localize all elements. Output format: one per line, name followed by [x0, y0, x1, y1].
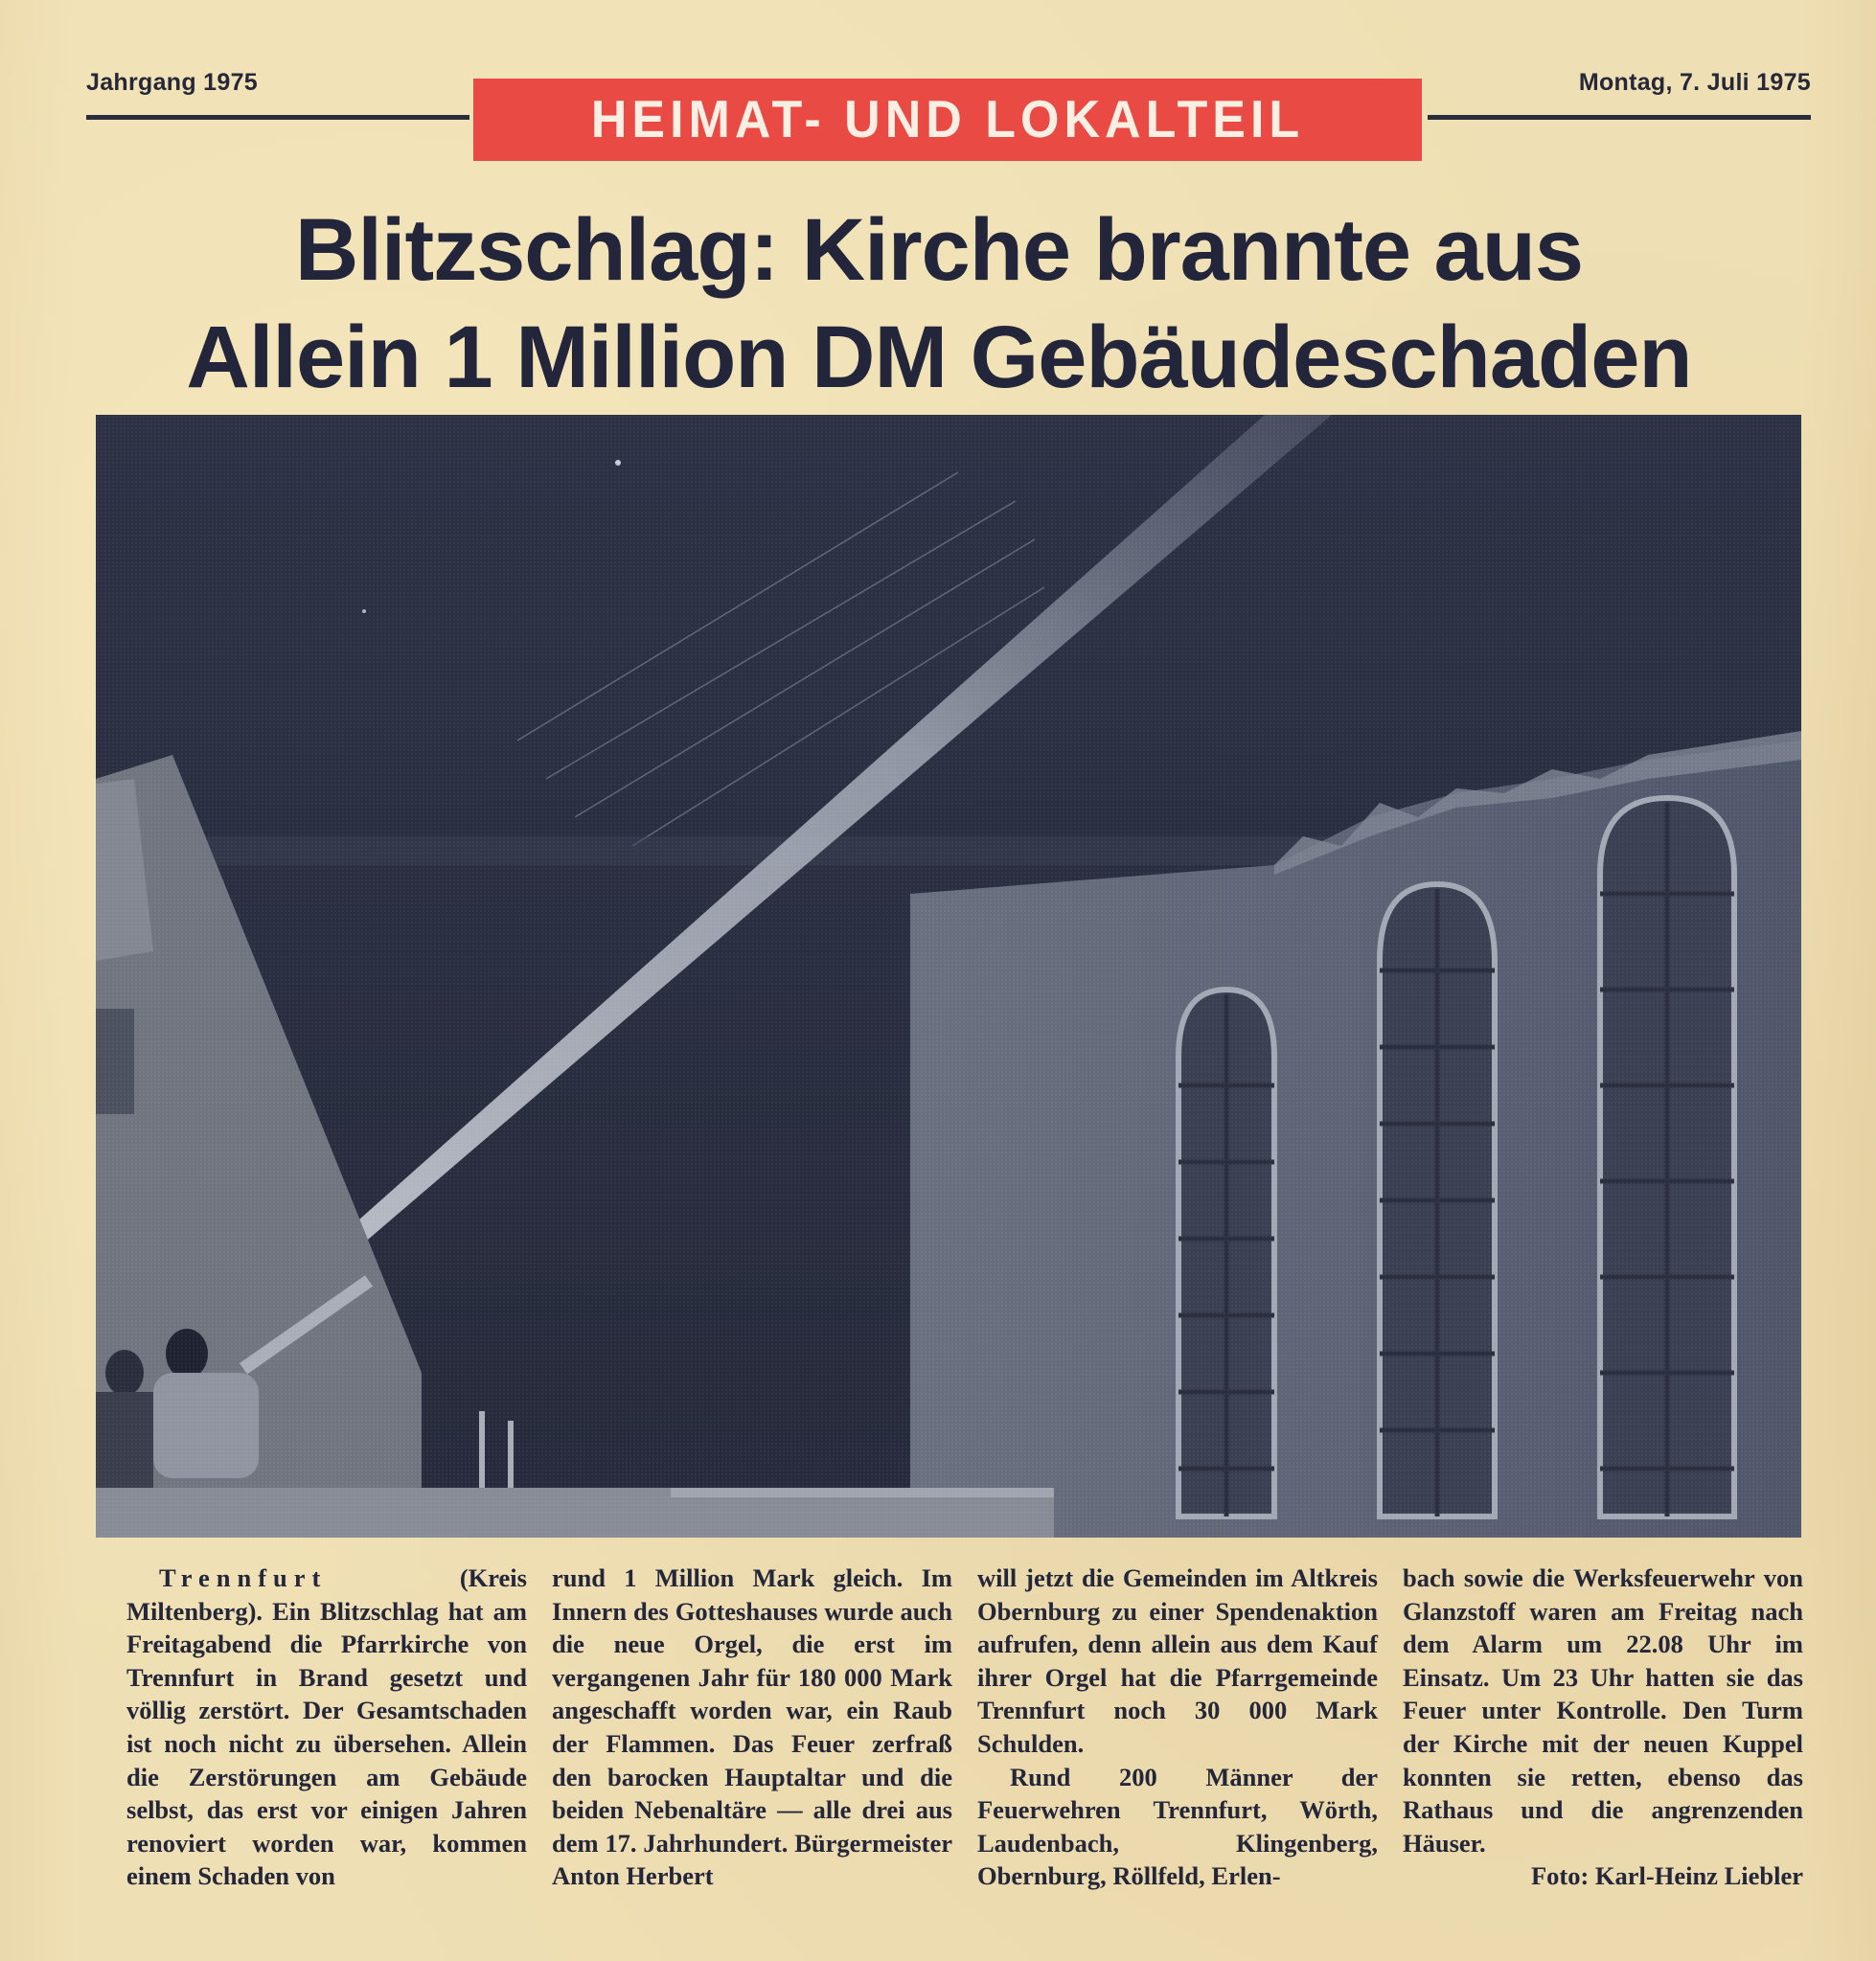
- headline-line-1: Blitzschlag: Kirche brannte aus: [294, 201, 1584, 299]
- section-title: HEIMAT- UND LOKALTEIL: [590, 90, 1305, 149]
- photo-credit: Foto: Karl-Heinz Liebler: [1530, 1861, 1803, 1891]
- burned-church-photo-illustration: [96, 415, 1801, 1538]
- article-paragraph: [126, 1562, 527, 1893]
- article-paragraph: bach sowie die Werksfeuerwehr von Glanzstoff waren am Freitag nach dem Alarm um 22.08 Uhr im Einsatz. Um 23 Uhr hatten sie das Feuer unter Kontrolle. Den Turm der Kirche mit der neuen Kuppel konnten sie retten, ebenso das Rathaus und die angrenzenden Häuser.: [1403, 1563, 1803, 1858]
- paragraph-text: (Kreis Miltenberg). Ein Blitzschlag hat am Freitagabend die Pfarrkirche von Trennfurt in Brand gesetzt und völlig zerstört. Der Gesamtschaden ist noch nicht zu übersehen. Allein die Zerstörungen am Gebäude selbst, das erst vor einigen Jahren renoviert worden war, kommen einem Schaden von: [126, 1563, 527, 1891]
- masthead-rule-left: [86, 115, 469, 120]
- issue-date: Montag, 7. Juli 1975: [1578, 69, 1811, 96]
- news-photo: [96, 415, 1801, 1538]
- article-paragraph: rund 1 Million Mark gleich. Im Innern des Gotteshauses wurde auch die neue Orgel, die erst im vergangenen Jahr für 180 000 Mark angeschafft worden war, ein Raub der Flammen. Das Feuer zerfraß den barocken Hauptaltar und die beiden Nebenaltäre — alle drei aus dem 17. Jahrhundert. Bürgermeister Anton Herbert: [552, 1563, 952, 1891]
- article-body: [126, 1562, 1803, 1893]
- article-column-1: [126, 1562, 527, 1893]
- article-column-2: [552, 1562, 952, 1893]
- volume-label: Jahrgang 1975: [86, 69, 258, 96]
- masthead: [86, 67, 1811, 163]
- headline: [77, 196, 1801, 411]
- dateline-place: Trennfurt: [159, 1563, 328, 1592]
- masthead-rule-right: [1428, 115, 1811, 120]
- section-banner: [473, 79, 1422, 161]
- article-paragraph: will jetzt die Gemeinden im Altkreis Obernburg zu einer Spendenaktion aufrufen, denn allein aus dem Kauf ihrer Orgel hat die Pfarrgemeinde Trennfurt noch 30 000 Mark Schulden.: [977, 1563, 1378, 1758]
- headline-line-2: Allein 1 Million DM Gebäudeschaden: [186, 308, 1692, 406]
- article-column-4: [1403, 1562, 1803, 1893]
- article-column-3: [977, 1562, 1378, 1893]
- article-paragraph: Rund 200 Männer der Feuerwehren Trennfurt, Wörth, Laudenbach, Klingenberg, Obernburg, Röllfeld, Erlen-: [977, 1762, 1378, 1891]
